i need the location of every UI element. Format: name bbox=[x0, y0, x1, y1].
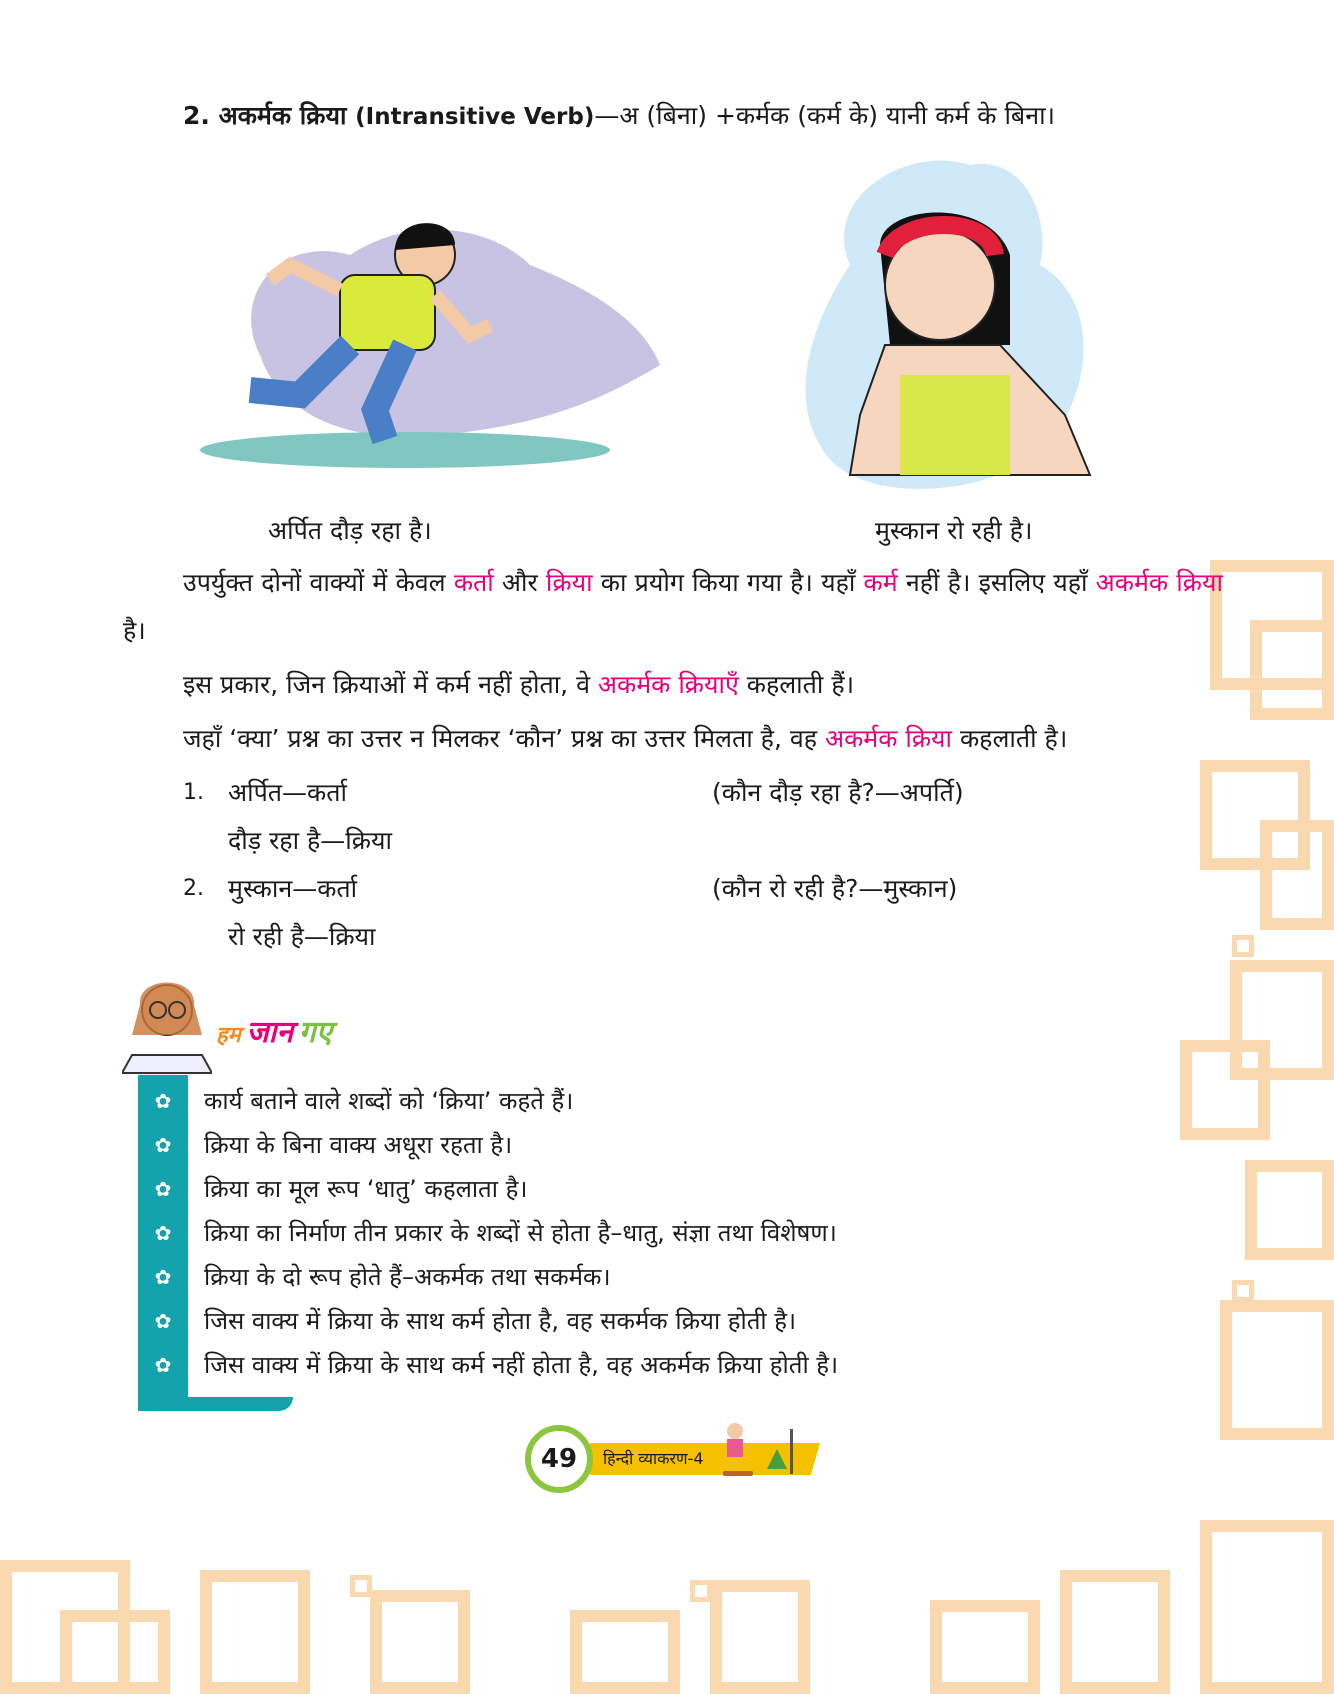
example-subject: मुस्कान—कर्ता bbox=[228, 874, 358, 903]
summary-item-text: क्रिया के दो रूप होते हैं–अकर्मक तथा सकर्मक। bbox=[204, 1263, 611, 1291]
reading-girl-icon bbox=[122, 975, 212, 1075]
running-boy-illustration bbox=[190, 195, 670, 475]
paragraph-1 bbox=[123, 559, 1223, 655]
text: इस प्रकार, जिन क्रियाओं में कर्म नहीं होता, वे bbox=[183, 670, 598, 699]
decor-square bbox=[570, 1610, 680, 1694]
title-part: जान bbox=[246, 1015, 294, 1050]
title-part: हम bbox=[216, 1023, 241, 1048]
example-number: 1. bbox=[183, 780, 204, 805]
flower-bullet-icon: ✿ bbox=[154, 1309, 172, 1333]
summary-item-text: जिस वाक्य में क्रिया के साथ कर्म होता है, वह सकर्मक क्रिया होती है। bbox=[204, 1307, 797, 1335]
flower-bullet-icon: ✿ bbox=[154, 1133, 172, 1157]
text: है। bbox=[123, 616, 146, 645]
example-row bbox=[183, 769, 1334, 865]
decor-square bbox=[200, 1570, 310, 1694]
caption-running: अर्पित दौड़ रहा है। bbox=[268, 516, 432, 545]
text: नहीं है। इसलिए bbox=[897, 568, 1046, 597]
highlight-karm: कर्म bbox=[863, 568, 898, 597]
summary-item bbox=[154, 1299, 1188, 1343]
summary-item bbox=[154, 1167, 1188, 1211]
decor-square bbox=[930, 1600, 1040, 1694]
example-number: 2. bbox=[183, 876, 204, 901]
summary-item bbox=[154, 1255, 1188, 1299]
example-verb: दौड़ रहा है—क्रिया bbox=[228, 826, 392, 855]
example-parts bbox=[228, 769, 712, 865]
highlight-karta: कर्ता bbox=[453, 568, 494, 597]
paragraph-3 bbox=[123, 715, 1223, 763]
highlight-akarmak: अकर्मक क्रियाएँ bbox=[597, 670, 739, 699]
text: कहलाती हैं। bbox=[738, 670, 855, 699]
skateboard-boy-icon bbox=[715, 1419, 795, 1489]
book-title: हिन्दी व्याकरण-4 bbox=[603, 1449, 704, 1468]
summary-item-text: कार्य बताने वाले शब्दों को ‘क्रिया’ कहते हैं। bbox=[204, 1087, 574, 1115]
summary-item bbox=[154, 1079, 1188, 1123]
heading-definition: —अ (बिना) +कर्मक (कर्म के) यानी कर्म के बिना। bbox=[594, 101, 1056, 130]
text: और bbox=[493, 568, 546, 597]
page-footer bbox=[525, 1419, 825, 1499]
flower-bullet-icon: ✿ bbox=[154, 1353, 172, 1377]
flower-bullet-icon: ✿ bbox=[154, 1265, 172, 1289]
decor-square bbox=[370, 1590, 470, 1694]
example-question: (कौन रो रही है?—मुस्कान) bbox=[712, 874, 958, 903]
summary-header bbox=[122, 975, 1334, 1075]
title-part: गए bbox=[298, 1015, 333, 1050]
text: उपर्युक्त दोनों वाक्यों में केवल bbox=[183, 568, 454, 597]
text: यहाँ bbox=[1053, 568, 1096, 597]
highlight-akarmak: अकर्मक क्रिया bbox=[1095, 568, 1223, 597]
heading-term: अकर्मक क्रिया bbox=[218, 101, 347, 130]
decor-square bbox=[710, 1580, 810, 1694]
captions-row bbox=[0, 509, 1334, 553]
text: कहलाती है। bbox=[959, 724, 1068, 753]
decor-square bbox=[60, 1610, 170, 1694]
example-question: (कौन दौड़ रहा है?—अपर्ति) bbox=[712, 778, 964, 807]
flower-bullet-icon: ✿ bbox=[154, 1221, 172, 1245]
summary-item-text: क्रिया का निर्माण तीन प्रकार के शब्दों से होता है–धातु, संज्ञा तथा विशेषण। bbox=[204, 1219, 837, 1247]
crying-girl-illustration bbox=[790, 145, 1120, 505]
caption-crying: मुस्कान रो रही है। bbox=[875, 516, 1033, 545]
decor-square bbox=[690, 1580, 712, 1602]
summary-title bbox=[216, 1013, 332, 1057]
summary-item bbox=[154, 1211, 1188, 1255]
highlight-kriya: क्रिया bbox=[545, 568, 593, 597]
example-verb: रो रही है—क्रिया bbox=[228, 922, 376, 951]
flower-bullet-icon: ✿ bbox=[154, 1089, 172, 1113]
page-number: 49 bbox=[525, 1425, 593, 1493]
page-content bbox=[0, 96, 1334, 1499]
section-heading bbox=[183, 96, 1243, 137]
examples bbox=[183, 769, 1334, 961]
paragraph-2 bbox=[123, 661, 1223, 709]
summary-item-text: जिस वाक्य में क्रिया के साथ कर्म नहीं होता है, वह अकर्मक क्रिया होती है। bbox=[204, 1351, 839, 1379]
summary-box bbox=[122, 975, 1334, 1397]
example-parts bbox=[228, 865, 712, 961]
summary-item bbox=[154, 1123, 1188, 1167]
flower-bullet-icon: ✿ bbox=[154, 1177, 172, 1201]
summary-item-text: क्रिया के बिना वाक्य अधूरा रहता है। bbox=[204, 1131, 513, 1159]
text: का प्रयोग किया गया है। यहाँ bbox=[592, 568, 864, 597]
summary-item-text: क्रिया का मूल रूप ‘धातु’ कहलाता है। bbox=[204, 1175, 528, 1203]
example-subject: अर्पित—कर्ता bbox=[228, 778, 347, 807]
illustrations-row bbox=[0, 145, 1334, 505]
highlight-akarmak: अकर्मक क्रिया bbox=[824, 724, 953, 753]
summary-list bbox=[138, 1075, 1188, 1397]
text: जहाँ ‘क्या’ प्रश्न का उत्तर न मिलकर ‘कौन’ प्रश्न का उत्तर मिलता है, वह bbox=[183, 724, 825, 753]
heading-number: 2. bbox=[183, 101, 210, 130]
summary-item bbox=[154, 1343, 1188, 1387]
decor-square bbox=[1200, 1520, 1334, 1694]
decor-square bbox=[1060, 1570, 1170, 1694]
decor-square bbox=[350, 1575, 372, 1597]
example-row bbox=[183, 865, 1334, 961]
heading-english: (Intransitive Verb) bbox=[355, 104, 595, 130]
